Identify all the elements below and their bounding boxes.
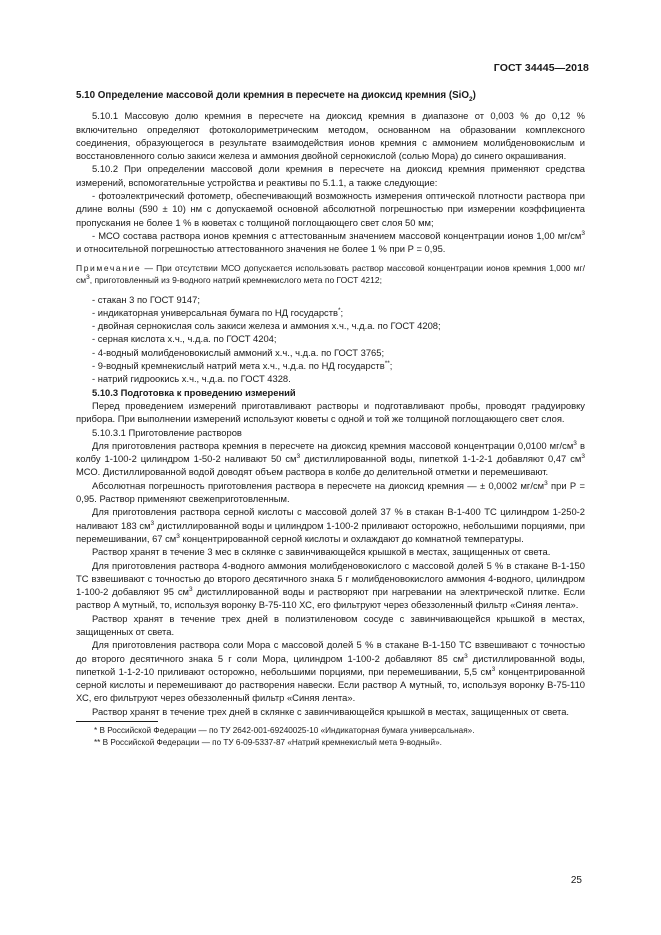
- paragraph-5-10-1: 5.10.1 Массовую долю кремния в пересчете на диоксид кремния в диапазоне от 0,003 % до 0,12 % включительно определяют фотоколориметрическим методом, основанном на образовании комплексного соединения, образующегося в результате взаимодействия ионов кремния с аммонием молибденовокислым и восстановленного солью закиси железа и аммония двойной сернокислой (солью Мора) до синего окрашивания.: [76, 110, 585, 162]
- list-item: - 4-водный молибденовокислый аммоний х.ч., ч.д.а. по ГОСТ 3765;: [92, 346, 385, 358]
- standard-code: ГОСТ 34445—2018: [493, 62, 589, 74]
- note: Примечание — При отсутствии МСО допускается использовать раствор массовой концентрации ионов кремния 1,000 $мг/см^3$, приготовленный из 9-водного натрий кремнекислого мета по ГОСТ 4212;: [76, 262, 585, 286]
- sulfuric-acid-paragraph: Для приготовления раствора серной кислоты с массовой долей 37 % в стакан В-1-400 ТС цилиндром 1-250-2 наливают 183 $см^3$ дистиллированной воды и цилиндром 1-100-2 приливают осторожно, небольшими порциями, при перемешивании, 67 $см^3$ концентрированной серной кислоты и охлаждают до комнатной температуры.: [76, 506, 585, 544]
- paragraph-5-10-3: Перед проведением измерений приготавливают растворы и подготавливают пробы, проводят градуировку прибора. При выполнении измерений используют кюветы с одной и той же толщиной поглощающего свет слоя.: [76, 399, 585, 425]
- absolute-error-paragraph: Абсолютная погрешность приготовления раствора в пересчете на диоксид кремния — ± 0,0002 $мг/см^3$ при Р = 0,95. Раствор применяют свежеприготовленным.: [76, 479, 585, 505]
- list-item: - стакан 3 по ГОСТ 9147;: [92, 293, 200, 305]
- storage-3-days-paragraph: Раствор хранят в течение трех дней в полиэтиленовом сосуде с завинчивающейся крышкой в местах, защищенных от света.: [76, 612, 585, 637]
- subsection-5-10-3-1: 5.10.3.1 Приготовление растворов: [92, 426, 242, 438]
- footnote: ** В Российской Федерации — по ТУ 6-09-5337-87 «Натрий кремнекислый мета 9-водный».: [94, 737, 442, 747]
- photometer-item: - фотоэлектрический фотометр, обеспечивающий возможность измерения оптической плотности раствора при длине волны (590 ± 10) нм с допускаемой основной абсолютной погрешностью при измерении коэффициента пропускания не более 1 % в кюветах с толщиной поглощающего свет слоя 50 мм;: [76, 190, 585, 228]
- footnote-divider: [76, 721, 158, 722]
- paragraph-5-10-2: 5.10.2 При определении массовой доли кремния в пересчете на диоксид кремния применяют средства измерений, вспомогательные устройства и реактивы по 5.1.1, а также следующие:: [76, 163, 585, 188]
- footnote: * В Российской Федерации — по ТУ 2642-001-69240025-10 «Индикаторная бумага универсальная».: [94, 726, 475, 736]
- main-content: [76, 89, 585, 748]
- storage-last-paragraph: Раствор хранят в течение трех дней в склянке с завинчивающейся крышкой в местах, защищенных от света.: [92, 705, 570, 717]
- list-item: - 9-водный кремнекислый натрий мета х.ч., ч.д.а. по НД государств**;: [92, 359, 393, 372]
- reagent-list: [76, 293, 585, 386]
- section-heading: 5.10 Определение массовой доли кремния в пересчете на диоксид кремния (SiO$_2$): [76, 90, 476, 103]
- list-item: - индикаторная универсальная бумага по НД государств*;: [92, 306, 344, 318]
- list-item: - натрий гидроокись х.ч., ч.д.а. по ГОСТ 4328.: [92, 373, 291, 385]
- subsection-5-10-3: 5.10.3 Подготовка к проведению измерений: [92, 386, 296, 398]
- molybdate-paragraph: Для приготовления раствора 4-водного аммония молибденовокислого с массовой долей 5 % в стакане В-1-150 ТС взвешивают с точностью до второго десятичного знака 5 г молибденовокислого аммония 4-водного, цилиндром 1-100-2 добавляют 95 $см^3$ дистиллированной воды и растворяют при нагревании на электрической плитке. Если раствор А мутный, то, используя воронку В-75-110 ХС, его фильтруют через обеззоленный фильтр «Синяя лента».: [76, 559, 586, 611]
- list-item: - двойная сернокислая соль закиси железа и аммония х.ч., ч.д.а. по ГОСТ 4208;: [92, 320, 441, 332]
- storage-3-months-paragraph: Раствор хранят в течение 3 мес в склянке с завинчивающейся крышкой в местах, защищенных от света.: [92, 546, 551, 558]
- list-item: - серная кислота х.ч., ч.д.а. по ГОСТ 4204;: [92, 333, 277, 345]
- mohr-salt-paragraph: Для приготовления раствора соли Мора с массовой долей 5 % в стакане В-1-150 ТС взвешивают с точностью до второго десятичного знака 5 г соли Мора, цилиндром 1-100-2 добавляют 85 $см^3$ дистиллированной воды, пипеткой 1-1-2-10 приливают осторожно, небольшими порциями, при перемешивании, 5,5 $см^3$ концентрированной серной кислоты и перемешивают до растворения навески. Если раствор А мутный, то, используя воронку В-75-110 ХС, его фильтруют через обеззоленный фильтр «Синяя лента».: [76, 639, 585, 704]
- silicon-solution-paragraph: Для приготовления раствора кремния в пересчете на диоксид кремния массовой концентрации 0,0100 $мг/см^3$ в колбу 1-100-2 цилиндром 1-50-2 наливают 50 $см^3$ дистиллированной воды, пипеткой 1-1-2-1 добавляют 0,47 $см^3$ МСО. Дистиллированной водой доводят объем раствора в колбе до делительной отметки и перемешивают.: [76, 439, 586, 478]
- mso-item: - МСО состава раствора ионов кремния с аттестованным значением массовой концентрации ионов 1,00 $мг/см^3$ и относительной погрешностью аттестованного значения не более 1 % при Р = 0,95.: [76, 229, 585, 255]
- page-number: 25: [570, 875, 582, 886]
